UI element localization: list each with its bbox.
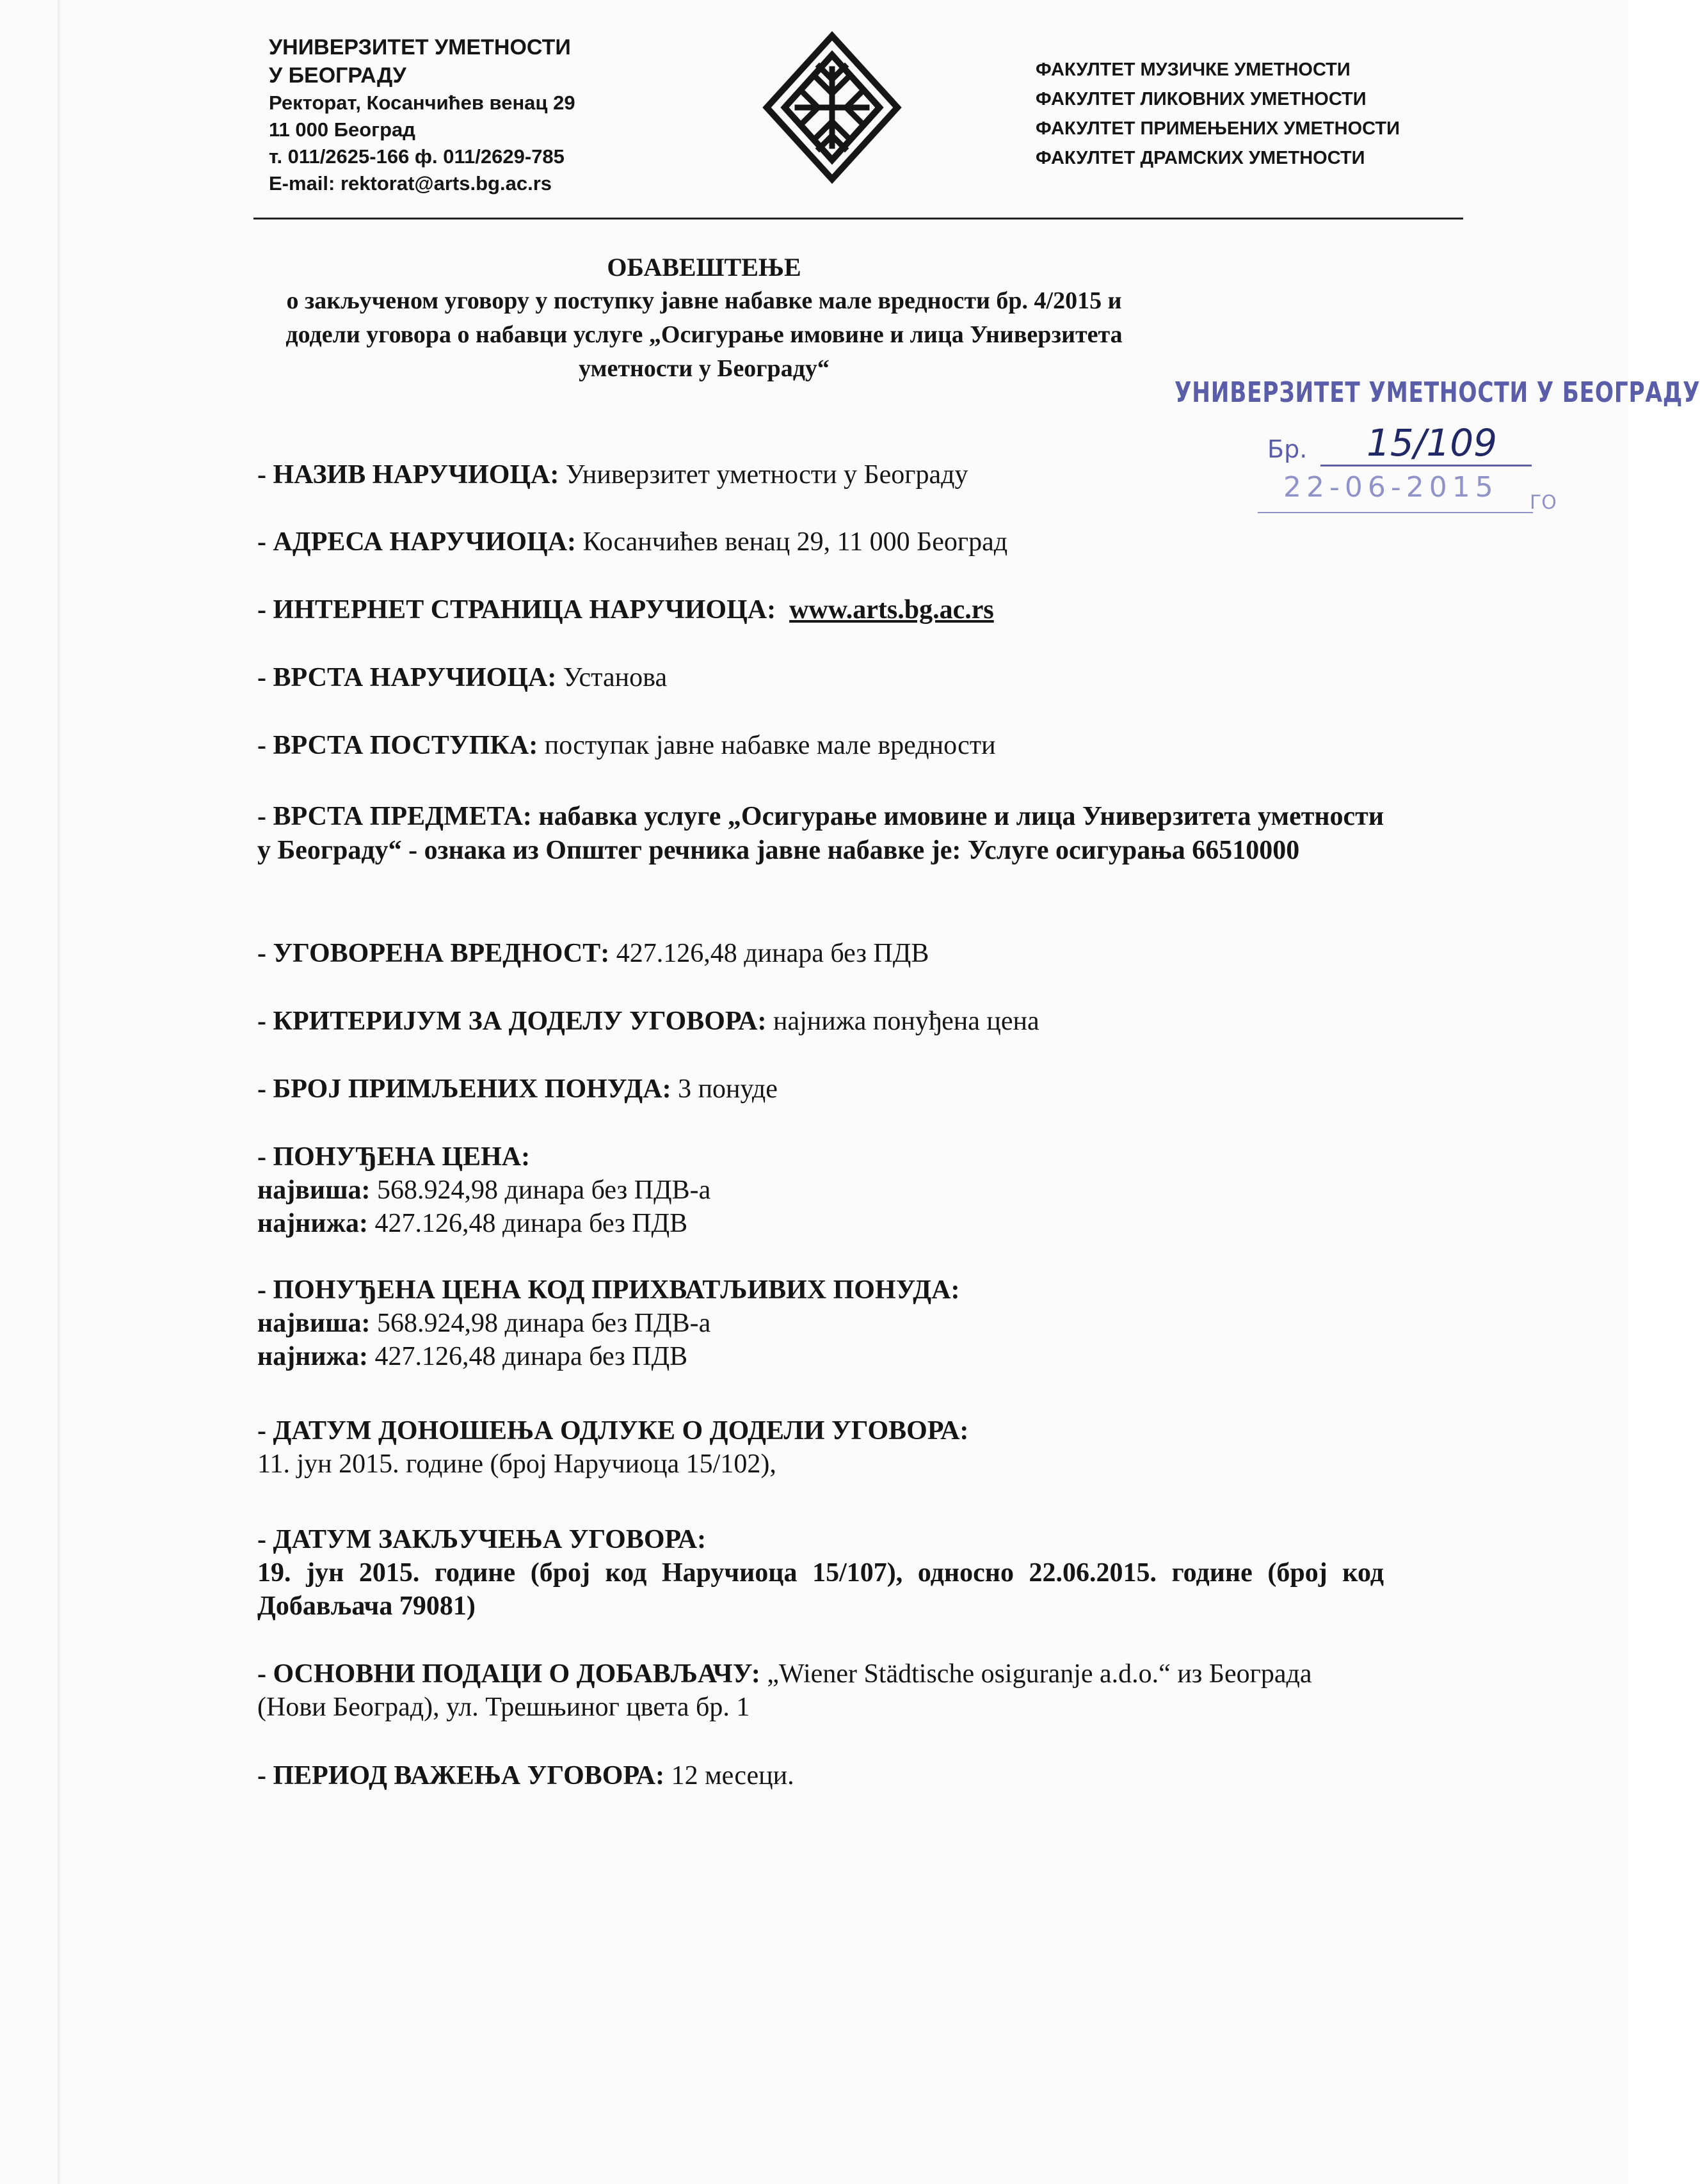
field-label: - ВРСТА ПРЕДМЕТА:: [257, 802, 532, 831]
field-website: [257, 593, 1384, 627]
field-label: - НАЗИВ НАРУЧИОЦА:: [257, 460, 559, 490]
field-value: 3 понуде: [671, 1074, 778, 1104]
university-name-line-2: У БЕОГРАДУ: [269, 63, 406, 88]
field-value: 427.126,48 динара без ПДВ: [609, 939, 929, 968]
stamp-year-suffix: ГО: [1530, 491, 1557, 514]
notice-heading: ОБАВЕШТЕЊЕ: [607, 253, 801, 282]
field-label: - КРИТЕРИЈУМ ЗА ДОДЕЛУ УГОВОРА:: [257, 1007, 767, 1036]
website-link[interactable]: www.arts.bg.ac.rs: [789, 595, 994, 625]
field-award-criterion: [257, 1004, 1384, 1039]
stamp-date-line: [1258, 512, 1533, 513]
field-contract-conclusion-date: [257, 1523, 1384, 1623]
field-bids-received: [257, 1072, 1384, 1106]
highest-label: највиша:: [257, 1309, 371, 1338]
notice-subtitle-line-1: о закљученом уговору у поступку јавне набавке мале вредности бр. 4/2015 и: [286, 287, 1122, 314]
field-label: - ПОНУЂЕНА ЦЕНА:: [257, 1142, 531, 1172]
field-supplier-info: [257, 1657, 1345, 1724]
field-offered-price-acceptable: [257, 1273, 1384, 1373]
field-procedure-type: [257, 728, 1384, 763]
registry-stamp: [1175, 376, 1700, 530]
field-label: - ВРСТА ПОСТУПКА:: [257, 731, 538, 760]
field-value: Универзитет уметности у Београду: [559, 460, 968, 490]
field-value: поступак јавне набавке мале вредности: [538, 731, 996, 760]
field-label: - ДАТУМ ДОНОШЕЊА ОДЛУКЕ О ДОДЕЛИ УГОВОРА:: [257, 1416, 969, 1446]
field-label: - АДРЕСА НАРУЧИОЦА:: [257, 527, 577, 557]
email: E-mail: rektorat@arts.bg.ac.rs: [269, 172, 552, 195]
notice-subtitle-line-3: уметности у Београду“: [579, 355, 830, 382]
stamp-date: 22-06-2015: [1283, 471, 1498, 504]
acceptable-price-lowest: [257, 1340, 1384, 1373]
lowest-label: најнижа:: [257, 1342, 369, 1371]
field-authority-type: [257, 660, 1384, 695]
stamp-number-label: Бр.: [1267, 435, 1308, 463]
lowest-value: 427.126,48 динара без ПДВ: [368, 1342, 688, 1371]
field-value: 19. јун 2015. године (број код Наручиоца 15/107), односно 22.06.2015. године (број код Добављача 79081): [257, 1558, 1384, 1621]
stamp-handwritten-number: 15/109: [1367, 421, 1498, 465]
notice-title-block: [250, 251, 1159, 386]
highest-value: 568.924,98 динара без ПДВ-а: [370, 1176, 711, 1205]
field-contracting-authority-name: [257, 458, 1384, 492]
rectorate-address: Ректорат, Косанчићев венац 29: [269, 92, 575, 114]
field-contracting-authority-address: [257, 525, 1384, 559]
field-label: - ДАТУМ ЗАКЉУЧЕЊА УГОВОРА:: [257, 1525, 707, 1554]
field-value: набавка услуге „Осигурање имовине и лица Универзитета уметности у Београду“ - ознака из Општег речника јавне набавке је: Услуге осигурања 66510000: [257, 802, 1384, 865]
field-value: најнижа понуђена цена: [766, 1007, 1039, 1036]
scan-edge-shadow: [58, 0, 61, 2184]
field-label: - ОСНОВНИ ПОДАЦИ О ДОБАВЉАЧУ:: [257, 1659, 760, 1689]
offered-price-lowest: [257, 1207, 1384, 1240]
field-label: - ИНТЕРНЕТ СТРАНИЦА НАРУЧИОЦА:: [257, 595, 776, 625]
phone-fax: т. 011/2625-166 ф. 011/2629-785: [269, 145, 565, 168]
highest-value: 568.924,98 динара без ПДВ-а: [370, 1309, 711, 1338]
faculties-list: [1036, 55, 1400, 173]
field-label: - БРОЈ ПРИМЉЕНИХ ПОНУДА:: [257, 1074, 671, 1104]
university-name-line-1: УНИВЕРЗИТЕТ УМЕТНОСТИ: [269, 35, 571, 60]
offered-price-highest: [257, 1174, 1384, 1207]
field-value: 12 месеци.: [664, 1761, 794, 1790]
faculty-applied-arts: ФАКУЛТЕТ ПРИМЕЊЕНИХ УМЕТНОСТИ: [1036, 118, 1400, 139]
field-value: Косанчићев венац 29, 11 000 Београд: [576, 527, 1008, 557]
field-contract-period: [257, 1758, 1384, 1793]
field-offered-price: [257, 1140, 1384, 1240]
stamp-institution: УНИВЕРЗИТЕТ УМЕТНОСТИ У БЕОГРАДУ: [1175, 376, 1700, 409]
field-contracted-value: [257, 936, 1384, 971]
university-emblem-icon: [762, 31, 902, 184]
university-address-block: [269, 33, 575, 197]
lowest-label: најнижа:: [257, 1209, 369, 1238]
acceptable-price-highest: [257, 1307, 1384, 1340]
field-label: - ВРСТА НАРУЧИОЦА:: [257, 663, 557, 692]
header-divider: [253, 218, 1463, 219]
field-subject-type: [257, 800, 1384, 868]
highest-label: највиша:: [257, 1176, 371, 1205]
postal-city: 11 000 Београд: [269, 118, 415, 141]
field-decision-date: [257, 1414, 1384, 1481]
field-label: - УГОВОРЕНА ВРЕДНОСТ:: [257, 939, 610, 968]
lowest-value: 427.126,48 динара без ПДВ: [368, 1209, 688, 1238]
faculty-music: ФАКУЛТЕТ МУЗИЧКЕ УМЕТНОСТИ: [1036, 60, 1351, 80]
field-value: Установа: [556, 663, 668, 692]
field-value: „Wiener Städtische osiguranje a.d.o.“ из Београда (Нови Београд), ул. Трешњиног цвета бр. 1: [257, 1659, 1312, 1722]
faculty-dramatic-arts: ФАКУЛТЕТ ДРАМСКИХ УМЕТНОСТИ: [1036, 148, 1365, 168]
faculty-fine-arts: ФАКУЛТЕТ ЛИКОВНИХ УМЕТНОСТИ: [1036, 89, 1367, 109]
field-label: - ПЕРИОД ВАЖЕЊА УГОВОРА:: [257, 1761, 665, 1790]
field-value: 11. јун 2015. године (број Наручиоца 15/102),: [257, 1449, 776, 1479]
notice-subtitle-line-2: додели уговора о набавци услуге „Осигурање имовине и лица Универзитета: [285, 321, 1123, 348]
field-label: - ПОНУЂЕНА ЦЕНА КОД ПРИХВАТЉИВИХ ПОНУДА:: [257, 1275, 960, 1305]
